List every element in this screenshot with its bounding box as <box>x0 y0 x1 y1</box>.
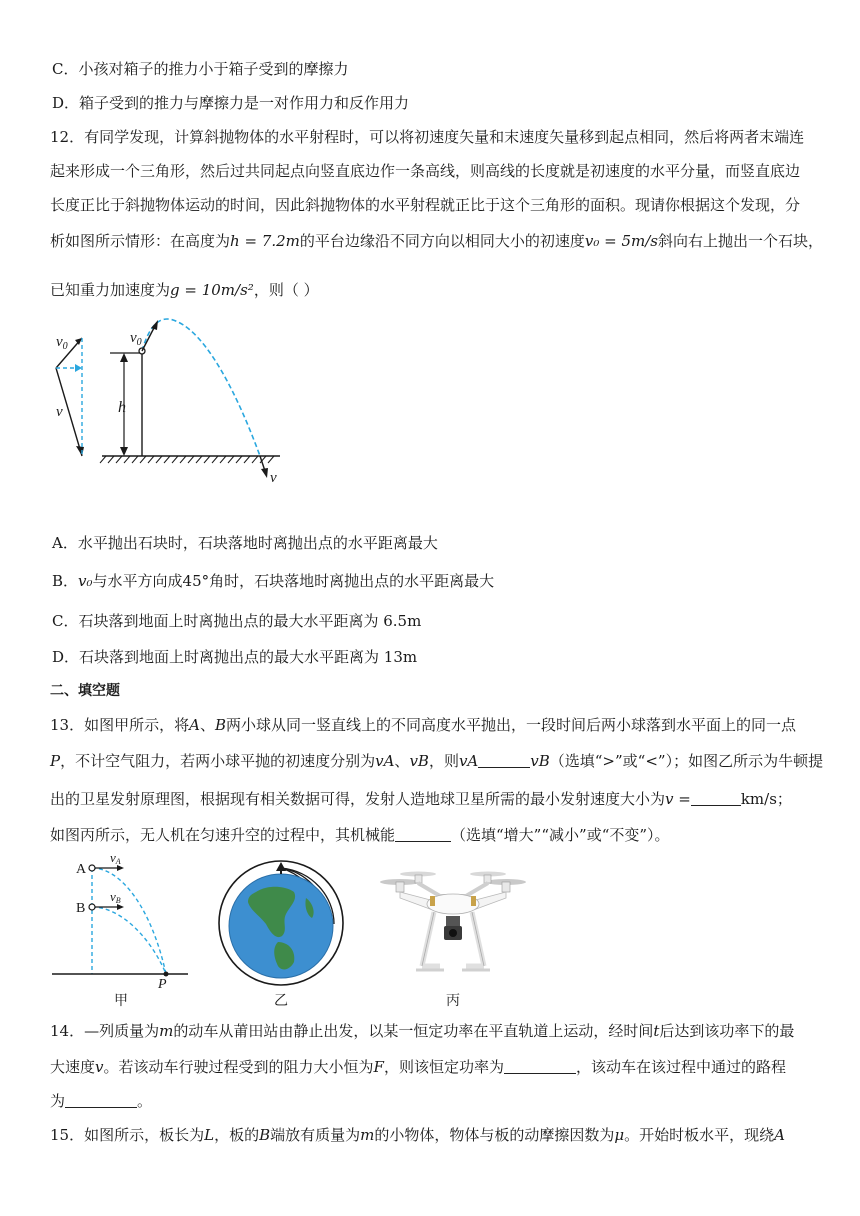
fig-label-b: B <box>76 901 86 916</box>
fig-label-v0-left: $v_0$ <box>56 334 68 352</box>
q14-stem-line2: 大速度v。若该动车行驶过程受到的阻力大小恒为F，则该恒定功率为 ，该动车在该过程中通过的路程 <box>50 1058 786 1076</box>
q12-projectile-figure <box>48 316 288 486</box>
q14-stem-line3: 为 。 <box>50 1092 153 1110</box>
caption-bing: 丙 <box>446 993 460 1009</box>
q13-figure-bing <box>378 866 528 984</box>
answer-blank-energy[interactable] <box>395 825 451 842</box>
q13-figure-yi <box>216 858 346 988</box>
q12-option-a: A．水平抛出石块时，石块落地时离抛出点的水平距离最大 <box>52 534 438 552</box>
answer-blank-velocity[interactable] <box>691 789 741 806</box>
answer-blank-power[interactable] <box>504 1057 576 1074</box>
height-expression: h = 7.2m <box>230 232 300 250</box>
fig-label-v0: $v_0$ <box>130 330 142 348</box>
section-title-fill-blank: 二、填空题 <box>50 683 120 699</box>
q14-stem-line1: 14．—列质量为m的动车从莆田站由静止出发，以某一恒定功率在平直轨道上运动，经时间t后达到该功率下的最 <box>50 1022 795 1040</box>
q12-option-d: D．石块落到地面上时离抛出点的最大水平距离为 13m <box>52 648 418 666</box>
fig-label-p: P <box>158 977 167 990</box>
q12-stem-line1: 12．有同学发现，计算斜抛物体的水平射程时，可以将初速度矢量和末速度矢量移到起点相同，然后将两者末端连 <box>50 128 805 146</box>
q12-stem-line4: 析如图所示情形：在高度为h = 7.2m的平台边缘沿不同方向以相同大小的初速度v₀ = 5m/s斜向右上抛出一个石块， <box>50 232 824 250</box>
q12-stem-line3: 长度正比于斜抛物体运动的时间，因此斜抛物体的水平射程就正比于这个三角形的面积。现请你根据这个发现，分 <box>50 196 801 214</box>
fig-label-vb: vB <box>110 889 121 905</box>
q13-figure-jia <box>52 850 192 990</box>
gravity-expression: g = 10m/s² <box>170 281 254 299</box>
q11-option-d: D．箱子受到的推力与摩擦力是一对作用力和反作用力 <box>52 94 410 112</box>
fig-label-h: h <box>118 399 126 416</box>
q13-stem-line4: 如图丙所示，无人机在匀速升空的过程中，其机械能 （选填“增大”“减小”或“不变”）。 <box>50 826 670 844</box>
q13-stem-line1: 13．如图甲所示，将A、B两小球从同一竖直线上的不同高度水平抛出，一段时间后两小球落到水平面上的同一点 <box>50 716 796 734</box>
answer-blank-distance[interactable] <box>65 1091 137 1108</box>
q13-stem-line3: 出的卫星发射原理图，根据现有相关数据可得，发射人造地球卫星所需的最小发射速度大小为v = km/s； <box>50 790 792 808</box>
fig-label-va: vA <box>110 850 121 866</box>
q12-stem-line5: 已知重力加速度为g = 10m/s²，则（ ） <box>50 281 319 299</box>
q13-stem-line2: P，不计空气阻力，若两小球平抛的初速度分别为vA、vB，则vA vB（选填“>”或“<”）；如图乙所示为牛顿提 <box>50 752 824 770</box>
caption-yi: 乙 <box>274 993 288 1009</box>
fig-label-v: v <box>270 470 277 486</box>
fig-label-v-left: v <box>56 404 63 420</box>
q12-option-b: B．v₀与水平方向成45°角时，石块落地时离抛出点的水平距离最大 <box>52 572 495 590</box>
v0-expression: v₀ = 5m/s <box>584 232 658 250</box>
q12-option-c: C．石块落到地面上时离抛出点的最大水平距离为 6.5m <box>52 612 422 630</box>
q15-stem-line1: 15．如图所示，板长为L，板的B端放有质量为m的小物体，物体与板的动摩擦因数为μ。开始时板水平，现绕A <box>50 1126 785 1144</box>
caption-jia: 甲 <box>114 993 128 1009</box>
q11-option-c: C．小孩对箱子的推力小于箱子受到的摩擦力 <box>52 60 349 78</box>
q12-stem-line2: 起来形成一个三角形，然后过共同起点向竖直底边作一条高线，则高线的长度就是初速度的水平分量，而竖直底边 <box>50 162 801 180</box>
answer-blank-compare[interactable] <box>478 751 530 768</box>
fig-label-a: A <box>76 862 87 877</box>
